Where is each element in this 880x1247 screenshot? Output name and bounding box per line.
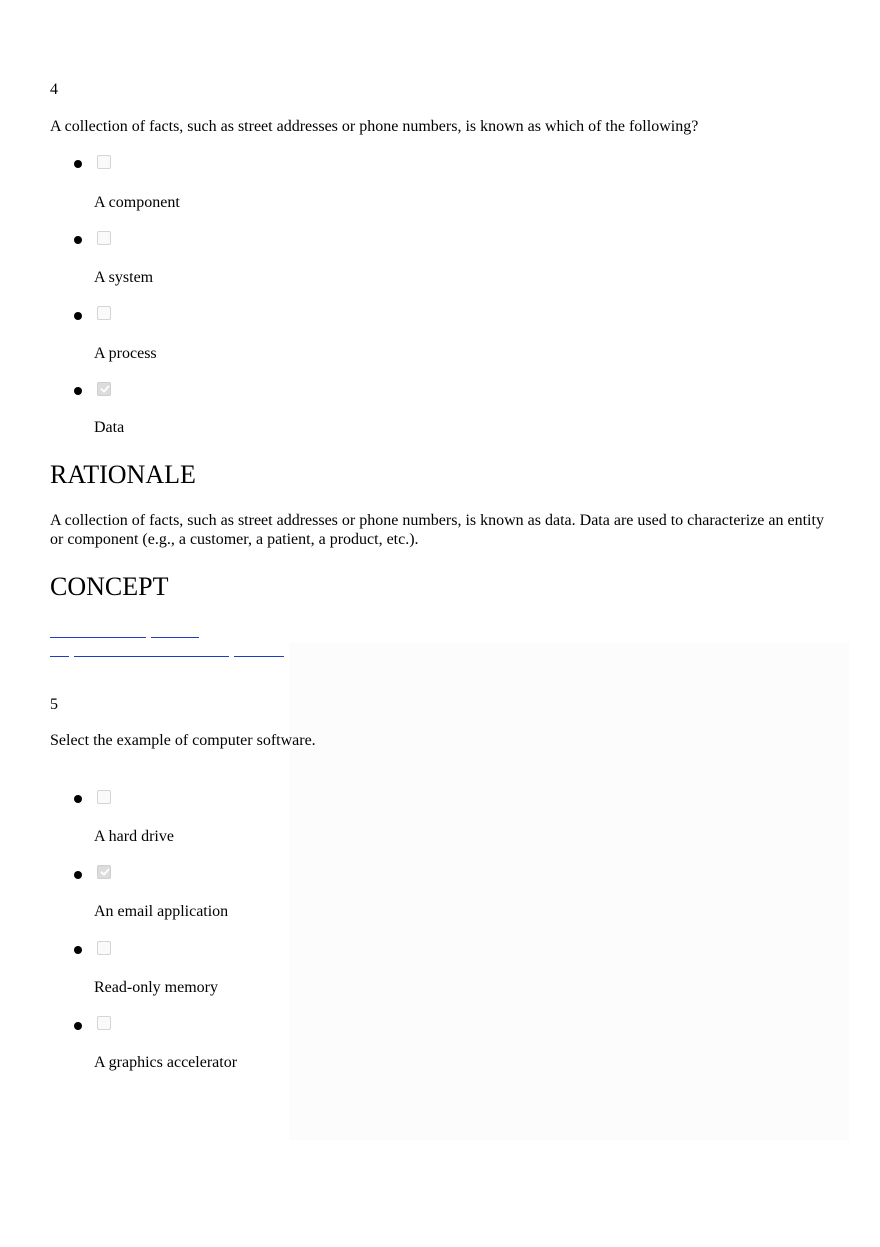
bullet-icon [74, 946, 82, 954]
concept-link[interactable] [50, 656, 69, 657]
q4-option-2-label: A system [94, 269, 154, 286]
q4-option-4-label: Data [94, 419, 125, 436]
q4-option-1-label: A component [94, 194, 180, 211]
question-5-number: 5 [50, 696, 58, 713]
checkmark-icon [100, 867, 110, 877]
q5-option-3-checkbox[interactable] [97, 941, 111, 955]
concept-heading: CONCEPT [50, 572, 169, 601]
q5-option-4-label: A graphics accelerator [94, 1054, 238, 1071]
bullet-icon [74, 160, 82, 168]
q5-option-1-label: A hard drive [94, 828, 174, 845]
q4-option-3-checkbox[interactable] [97, 306, 111, 320]
q4-option-2-checkbox[interactable] [97, 231, 111, 245]
rationale-text: A collection of facts, such as street addresses or phone numbers, is known as data. Data are used to characterize an entity or component (e.g., a customer, a patient, a product, etc.). [50, 512, 824, 548]
concept-link[interactable] [151, 637, 199, 638]
q5-option-2-label: An email application [94, 903, 229, 920]
q5-option-1-checkbox[interactable] [97, 790, 111, 804]
q4-option-4-checkbox[interactable] [97, 382, 111, 396]
rationale-heading: RATIONALE [50, 460, 196, 489]
bullet-icon [74, 236, 82, 244]
concept-link[interactable] [234, 656, 284, 657]
bullet-icon [74, 795, 82, 803]
question-5-text: Select the example of computer software. [50, 732, 316, 749]
checkmark-icon [100, 384, 110, 394]
background-panel [289, 643, 849, 1140]
question-4-number: 4 [50, 81, 58, 98]
q5-option-3-label: Read-only memory [94, 979, 218, 996]
bullet-icon [74, 312, 82, 320]
q5-option-4-checkbox[interactable] [97, 1016, 111, 1030]
q5-option-2-checkbox[interactable] [97, 865, 111, 879]
bullet-icon [74, 871, 82, 879]
q4-option-1-checkbox[interactable] [97, 155, 111, 169]
bullet-icon [74, 387, 82, 395]
bullet-icon [74, 1022, 82, 1030]
question-4-text: A collection of facts, such as street addresses or phone numbers, is known as which of the following? [50, 118, 699, 135]
concept-link[interactable] [50, 637, 146, 638]
q4-option-3-label: A process [94, 345, 157, 362]
concept-link[interactable] [74, 656, 229, 657]
